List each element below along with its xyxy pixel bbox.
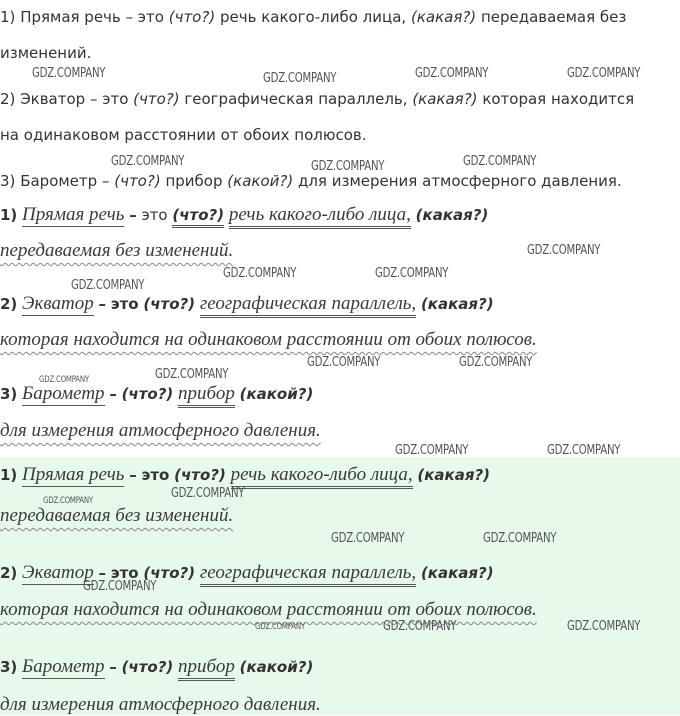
watermark: GDZ.COMPANY (111, 154, 185, 169)
predicate: прибор (178, 656, 235, 681)
watermark: GDZ.COMPANY (39, 375, 89, 385)
watermark: GDZ.COMPANY (415, 66, 489, 81)
watermark: GDZ.COMPANY (71, 278, 145, 293)
subject: Барометр (22, 383, 105, 404)
watermark: GDZ.COMPANY (383, 619, 457, 634)
parsed-green-3-line-2: для измерения атмосферного давления. (0, 694, 321, 715)
watermark: GDZ.COMPANY (83, 579, 157, 594)
plain-sentence-2-line-2: на одинаковом расстоянии от обоих полюсов. (0, 126, 367, 144)
plain-sentence-1-line-2: изменений. (0, 44, 92, 62)
predicate: речь какого-либо лица, (231, 464, 413, 489)
subject: Экватор (22, 293, 94, 314)
watermark: GDZ.COMPANY (463, 154, 537, 169)
parsed-green-3-line-1: 3) Барометр – (что?) прибор (какой?) (0, 656, 313, 678)
watermark: GDZ.COMPANY (395, 443, 469, 458)
plain-sentence-3: 3) Барометр – (что?) прибор (какой?) для измерения атмосферного давления. (0, 172, 622, 190)
watermark: GDZ.COMPANY (311, 159, 385, 174)
subject: Прямая речь (22, 464, 125, 485)
watermark: GDZ.COMPANY (331, 531, 405, 546)
parsed-green-2-line-2: которая находится на одинаковом расстоянии от обоих полюсов. (0, 599, 537, 620)
watermark: GDZ.COMPANY (255, 622, 305, 632)
watermark: GDZ.COMPANY (43, 496, 93, 506)
parsed-green-1-line-2: передаваемая без изменений. (0, 505, 234, 526)
watermark: GDZ.COMPANY (567, 66, 641, 81)
watermark: GDZ.COMPANY (263, 71, 337, 86)
predicate: речь какого-либо лица, (229, 204, 411, 229)
parsed-green-2-line-1: 2) Экватор – это (что?) географическая параллель, (какая?) (0, 562, 494, 584)
watermark: GDZ.COMPANY (223, 266, 297, 281)
parsed-2-line-2: которая находится на одинаковом расстоянии от обоих полюсов. (0, 329, 537, 350)
watermark: GDZ.COMPANY (547, 443, 621, 458)
watermark: GDZ.COMPANY (459, 355, 533, 370)
watermark: GDZ.COMPANY (155, 367, 229, 382)
watermark: GDZ.COMPANY (171, 486, 245, 501)
plain-sentence-2-line-1: 2) Экватор – это (что?) географическая параллель, (какая?) которая находится (0, 90, 635, 108)
parsed-2-line-1: 2) Экватор – это (что?) географическая параллель, (какая?) (0, 293, 494, 315)
watermark: GDZ.COMPANY (483, 531, 557, 546)
parsed-1-line-1: 1) Прямая речь – это (что?) речь какого-либо лица, (какая?) (0, 204, 488, 226)
watermark: GDZ.COMPANY (527, 243, 601, 258)
subject: Барометр (22, 656, 105, 677)
watermark: GDZ.COMPANY (32, 66, 106, 81)
parsed-3-line-1: 3) Барометр – (что?) прибор (какой?) (0, 383, 313, 405)
plain-sentence-1-line-1: 1) Прямая речь – это (что?) речь какого-либо лица, (какая?) передаваемая без (0, 8, 627, 26)
predicate: географическая параллель, (200, 293, 416, 318)
watermark: GDZ.COMPANY (307, 355, 381, 370)
subject: Экватор (22, 562, 94, 583)
watermark: GDZ.COMPANY (375, 266, 449, 281)
subject: Прямая речь (22, 204, 125, 225)
predicate: прибор (178, 383, 235, 408)
parsed-green-1-line-1: 1) Прямая речь – это (что?) речь какого-либо лица, (какая?) (0, 464, 490, 486)
parsed-1-line-2: передаваемая без изменений. (0, 240, 234, 261)
predicate: географическая параллель, (200, 562, 416, 587)
watermark: GDZ.COMPANY (567, 619, 641, 634)
parsed-3-line-2: для измерения атмосферного давления. (0, 420, 321, 441)
